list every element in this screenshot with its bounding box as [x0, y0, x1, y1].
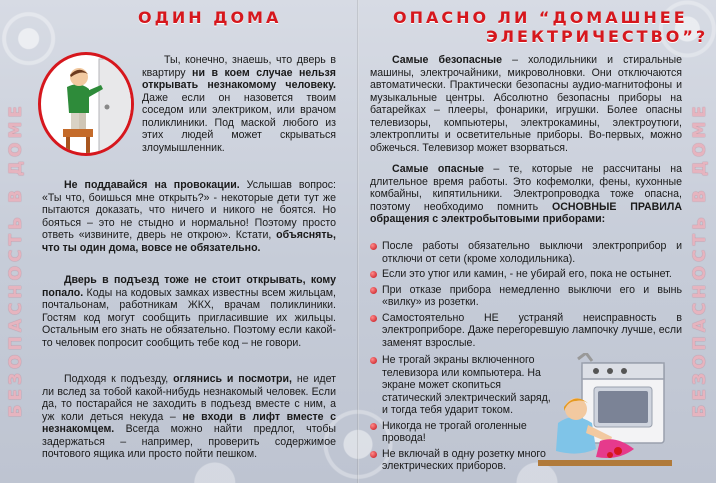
rule-item: После работы обязательно выключи электроприбор и отключи от сети (кроме холодильника). — [370, 240, 682, 265]
rules-list — [370, 240, 682, 352]
rp2-text-b: – те, которые не рассчитаны на длительное время работы. Это кофемолки, фены, кухонные комбайны, кипятильники. Электропроводка тоже опасна, поэтому необходимо помнить — [370, 163, 682, 213]
lp4-text-c: не идет ли вслед за тобой какой-нибудь незнакомый человек. Если да, то постарайся не заходить в подъезд вместе с ним, а уж коли деться некуда – — [42, 373, 336, 423]
rule-item: Самостоятельно НЕ устраняй неисправность в электроприборе. Даже перегоревшую лампочку лучше, если заменят взрослые. — [370, 312, 682, 350]
lp4-text-a: Подходя к подъезду, — [64, 373, 174, 385]
left-paragraph-1 — [142, 54, 336, 154]
lp3-text-b: Коды на кодовых замках известны всем жильцам, почтальонам, работникам ЖКХ, врачам поликлиники. Гостям код могут сообщить пригласившие их жильцы. Остальным его знать не обязательно. Поэтому если какой-то человек попросит сообщить тебе код – не говори. — [42, 286, 336, 349]
rule-item: Не включай в одну розетку много электрических приборов. — [370, 448, 558, 473]
lp4-text-bold-2: не входи в лифт вместе с незнакомцем. — [42, 410, 336, 435]
rule-item: Не трогай экраны включенного телевизора или компьютера. На экране может скопиться статический электрический заряд, и тогда тебя ударит током. — [370, 354, 558, 417]
child-at-door-illustration — [38, 52, 134, 156]
girl-at-stove-icon — [538, 353, 672, 471]
lp4-text-bold: оглянись и посмотри, — [173, 373, 292, 385]
lp1-text-bold: ни в коем случае нельзя открывать незнакомому человеку. — [142, 66, 336, 91]
rp1-text-b: – холодильники и стиральные машины, электрочайники, микроволновки. Они отключаются автоматически. Практически безопасны аудио-магнитофоны и музыкальные центры. Абсолютно безопасны приборы на батарейках – плееры, фонарики, игрушки. Более опасны телевизоры, компьютеры, электрокамины, электроутюги, электроплиты и осветительные приборы. Во-первых, можно обжечься. Телевизор может взорваться. — [370, 54, 683, 154]
rp2-text-bold-2: ОСНОВНЫЕ ПРАВИЛА обращения с электробытовыми приборами: — [370, 200, 682, 225]
rule-item: При отказе прибора немедленно выключи его и вынь «вилку» из розетки. — [370, 284, 682, 309]
rp1-text-bold: Самые безопасные — [392, 54, 502, 66]
left-paragraph-4 — [42, 373, 336, 461]
right-page-title-line-1: ОПАСНО ЛИ “ДОМАШНЕЕ — [393, 8, 688, 27]
left-page-title: ОДИН ДОМА — [138, 8, 282, 27]
right-side-banner — [687, 50, 713, 470]
rules-list-narrow — [370, 354, 558, 476]
lp2-text-bold: Не поддавайся на провокации. — [64, 179, 240, 191]
right-side-banner-text: БЕЗОПАСНОСТЬ В ДОМЕ — [690, 102, 710, 418]
left-paragraph-2 — [42, 179, 336, 254]
page-divider — [357, 0, 359, 483]
left-side-banner-text: БЕЗОПАСНОСТЬ В ДОМЕ — [6, 102, 26, 418]
right-page-title-line-2: ЭЛЕКТРИЧЕСТВО”? — [486, 27, 709, 46]
lp1-text-a: Ты, конечно, знаешь, что дверь в квартиру — [142, 54, 336, 79]
lp2-text-bold-2: объяснять, что ты один дома, вовсе не обязательно. — [42, 229, 336, 254]
left-side-banner — [3, 50, 29, 470]
left-paragraph-3 — [42, 274, 336, 349]
right-paragraph-2 — [370, 163, 682, 226]
lp3-text-bold: Дверь в подъезд тоже не стоит открывать, кому попало. — [42, 274, 336, 299]
girl-at-stove-illustration — [538, 353, 672, 471]
child-at-door-icon — [41, 55, 134, 156]
lp2-text-b: Услышав вопрос: «Ты что, боишься мне открыть?» - некоторые дети тут же пытаются доказать, что ничего и никого не боятся. Но бояться – это не стыдно и нормально! Поэтому просто ответь «извините, дверь не открою». Кстати, — [42, 179, 336, 241]
right-paragraph-1 — [370, 54, 682, 154]
lp4-text-e: Всегда можно найти предлог, чтобы задержаться – например, проверить содержимое почтового ящика или просто пойти пешком. — [42, 423, 336, 460]
rule-item: Если это утюг или камин, - не убирай его, пока не остынет. — [370, 268, 682, 281]
rule-item: Никогда не трогай оголенные провода! — [370, 420, 558, 445]
rp2-text-bold: Самые опасные — [392, 163, 484, 175]
lp1-text-c: Даже если он назовется твоим соседом или электриком, или врачом поликлиники. Под маской любого из этих людей может скрываться злоумышленник. — [142, 91, 336, 154]
